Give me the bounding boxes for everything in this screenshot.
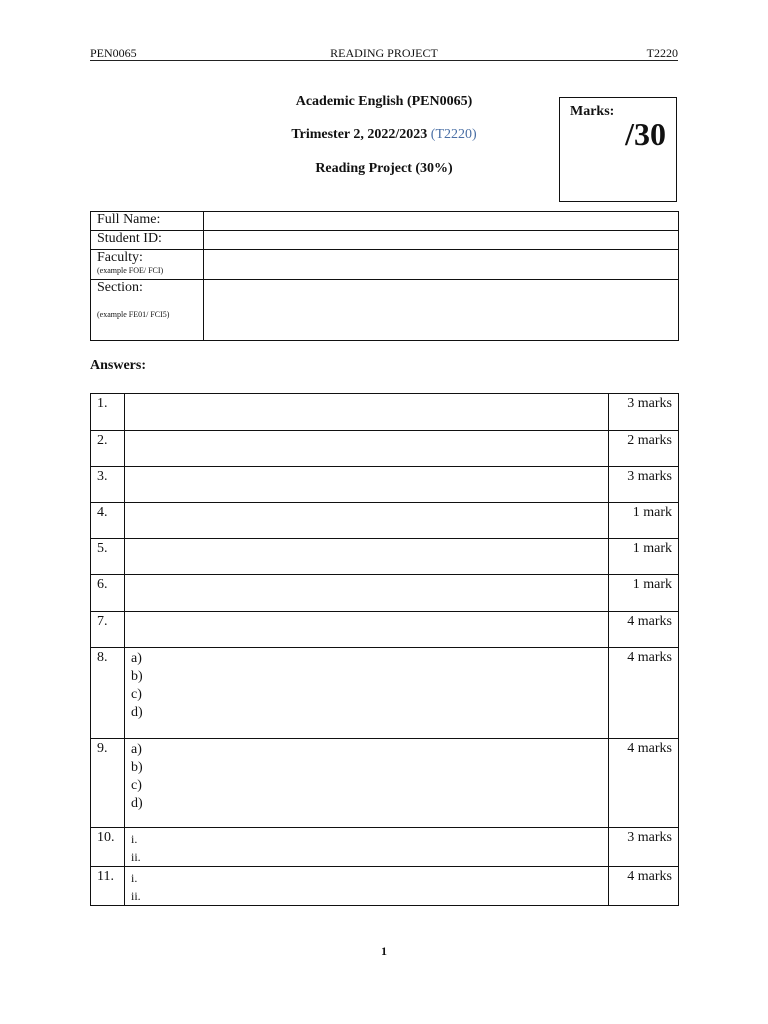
- answer-sub-label: ii.: [131, 889, 141, 903]
- answer-marks: 4 marks: [609, 867, 679, 906]
- faculty-field[interactable]: [204, 250, 679, 280]
- faculty-example: (example FOE/ FCI): [97, 266, 164, 275]
- trimester-text: Trimester 2, 2022/2023: [291, 127, 428, 142]
- answer-sub-label: i.: [131, 832, 138, 846]
- section-field[interactable]: [204, 280, 679, 341]
- answer-field[interactable]: [125, 539, 609, 575]
- answer-marks: 1 mark: [609, 539, 679, 575]
- answer-row: [91, 394, 679, 431]
- marks-total: /30: [625, 116, 666, 152]
- faculty-label: Faculty:: [97, 250, 143, 265]
- student-id-field[interactable]: [204, 231, 679, 250]
- answer-sub-label: a): [131, 742, 142, 757]
- answer-row: [91, 467, 679, 503]
- answer-sub-label: b): [131, 760, 143, 775]
- answer-number: 10.: [91, 828, 125, 867]
- full-name-label: Full Name:: [91, 212, 204, 231]
- answer-field[interactable]: [125, 648, 609, 739]
- answer-field[interactable]: [125, 575, 609, 612]
- answer-marks: 3 marks: [609, 394, 679, 431]
- answer-marks: 1 mark: [609, 575, 679, 612]
- page-header: [90, 46, 678, 61]
- marks-label: Marks:: [570, 104, 615, 119]
- answer-sub-label: d): [131, 796, 143, 811]
- answer-row: [91, 648, 679, 739]
- header-center: READING PROJECT: [330, 46, 438, 60]
- trimester-code: (T2220): [430, 127, 477, 142]
- answer-sub-label: c): [131, 778, 142, 793]
- answer-row: [91, 539, 679, 575]
- trimester-line: [200, 127, 568, 143]
- faculty-cell: [91, 250, 204, 280]
- answer-field[interactable]: [125, 394, 609, 431]
- full-name-field[interactable]: [204, 212, 679, 231]
- project-title: Reading Project (30%): [315, 161, 453, 176]
- student-id-label: Student ID:: [91, 231, 204, 250]
- answer-number: 1.: [91, 394, 125, 431]
- answer-field[interactable]: [125, 431, 609, 467]
- answer-row: [91, 503, 679, 539]
- answer-sub-label: a): [131, 651, 142, 666]
- answer-row: [91, 828, 679, 867]
- answer-row: [91, 612, 679, 648]
- answer-row: [91, 739, 679, 828]
- page-number: 1: [381, 944, 387, 958]
- answer-number: 4.: [91, 503, 125, 539]
- answer-sub-label: i.: [131, 871, 138, 885]
- answer-number: 11.: [91, 867, 125, 906]
- section-label: Section:: [97, 280, 143, 295]
- marks-box: [559, 97, 677, 202]
- answer-row: [91, 431, 679, 467]
- answer-field[interactable]: [125, 739, 609, 828]
- answer-field[interactable]: [125, 828, 609, 867]
- answer-field[interactable]: [125, 612, 609, 648]
- answer-number: 8.: [91, 648, 125, 739]
- header-left: PEN0065: [90, 46, 137, 60]
- answer-number: 2.: [91, 431, 125, 467]
- answer-sub-label: c): [131, 687, 142, 702]
- answers-table: [90, 393, 679, 906]
- answer-number: 9.: [91, 739, 125, 828]
- answer-sub-label: b): [131, 669, 143, 684]
- answer-marks: 2 marks: [609, 431, 679, 467]
- answer-sub-label: ii.: [131, 850, 141, 864]
- answer-marks: 3 marks: [609, 828, 679, 867]
- course-title: Academic English (PEN0065): [295, 94, 473, 109]
- answer-number: 5.: [91, 539, 125, 575]
- answer-sub-label: d): [131, 705, 143, 720]
- answer-number: 3.: [91, 467, 125, 503]
- answer-row: [91, 867, 679, 906]
- answer-marks: 4 marks: [609, 612, 679, 648]
- section-cell: [91, 280, 204, 341]
- answer-marks: 3 marks: [609, 467, 679, 503]
- answer-number: 7.: [91, 612, 125, 648]
- answer-field[interactable]: [125, 867, 609, 906]
- answer-marks: 4 marks: [609, 739, 679, 828]
- student-info-table: [90, 211, 679, 341]
- header-right: T2220: [646, 46, 678, 60]
- answer-row: [91, 575, 679, 612]
- answer-number: 6.: [91, 575, 125, 612]
- answer-field[interactable]: [125, 467, 609, 503]
- answer-marks: 4 marks: [609, 648, 679, 739]
- section-example: (example FE01/ FCI5): [97, 310, 170, 319]
- answer-field[interactable]: [125, 503, 609, 539]
- answer-marks: 1 mark: [609, 503, 679, 539]
- answers-label: Answers:: [90, 358, 146, 373]
